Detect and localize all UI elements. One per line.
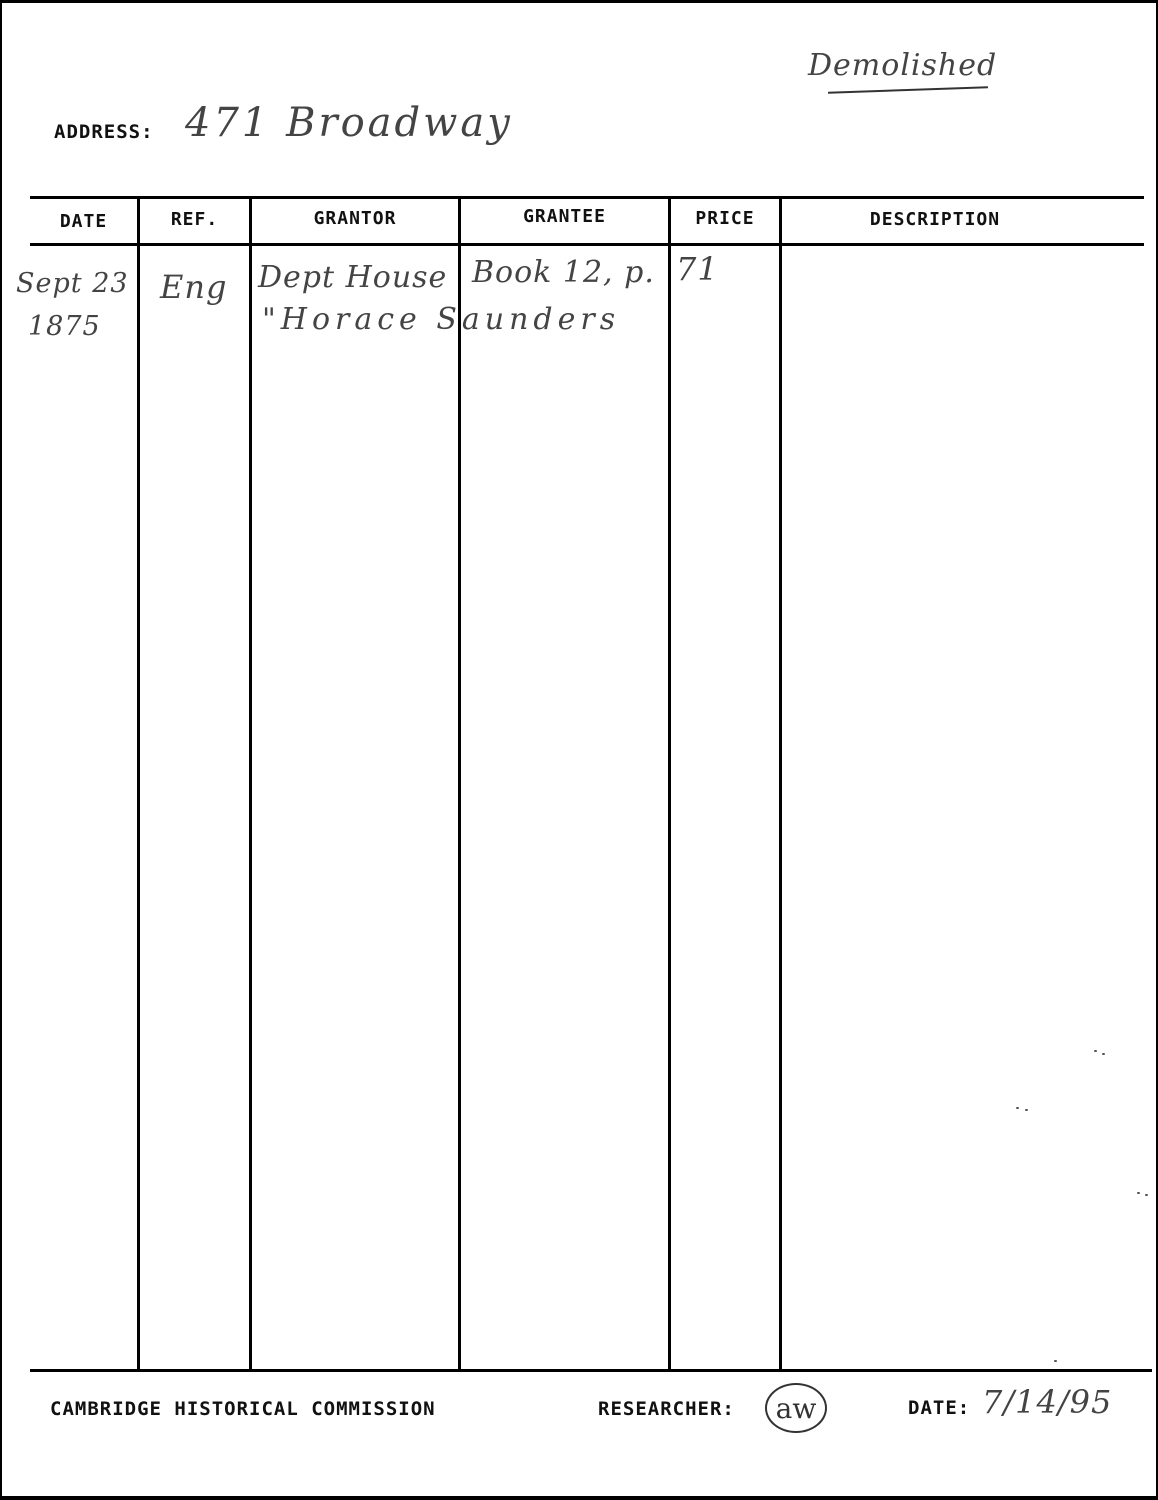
column-header-grantee: GRANTEE <box>523 206 606 227</box>
table-header-rule <box>30 243 1144 246</box>
commission-name: CAMBRIDGE HISTORICAL COMMISSION <box>50 1398 436 1420</box>
address-value: 471 Broadway <box>185 100 513 146</box>
address-label: ADDRESS: <box>54 121 154 143</box>
entry-price: 71 <box>676 250 719 288</box>
column-divider <box>249 198 252 1371</box>
column-header-price: PRICE <box>695 208 755 229</box>
paper-speck <box>1054 1360 1057 1362</box>
entry-grantee: Book 12, p. <box>472 255 655 290</box>
researcher-label: RESEARCHER: <box>598 1398 735 1420</box>
entry-date-line2: 1875 <box>28 311 101 342</box>
demolished-note: Demolished <box>808 48 998 83</box>
table-top-rule <box>30 196 1144 199</box>
paper-speck <box>1016 1107 1019 1109</box>
paper-speck <box>1102 1053 1105 1055</box>
column-divider <box>458 198 461 1371</box>
column-divider <box>668 198 671 1371</box>
paper-speck <box>1094 1050 1097 1052</box>
column-header-date: DATE <box>59 211 108 232</box>
entry-grantor-line1: Dept House <box>258 260 448 295</box>
paper-speck <box>1145 1194 1148 1196</box>
column-divider <box>137 198 140 1371</box>
column-header-ref: REF. <box>170 209 219 230</box>
column-divider <box>779 198 782 1371</box>
entry-grantor-line2: "Horace Saunders <box>262 302 621 337</box>
column-header-grantor: GRANTOR <box>313 208 397 229</box>
paper-speck <box>1137 1192 1140 1194</box>
paper-speck <box>1025 1109 1028 1111</box>
table-bottom-rule <box>30 1369 1152 1372</box>
date-value: 7/14/95 <box>982 1383 1113 1421</box>
entry-ref: Eng <box>160 268 228 306</box>
researcher-initials: aw <box>765 1383 827 1433</box>
date-label: DATE: <box>908 1397 971 1419</box>
entry-date-line1: Sept 23 <box>16 268 129 299</box>
column-header-description: DESCRIPTION <box>869 209 1001 230</box>
